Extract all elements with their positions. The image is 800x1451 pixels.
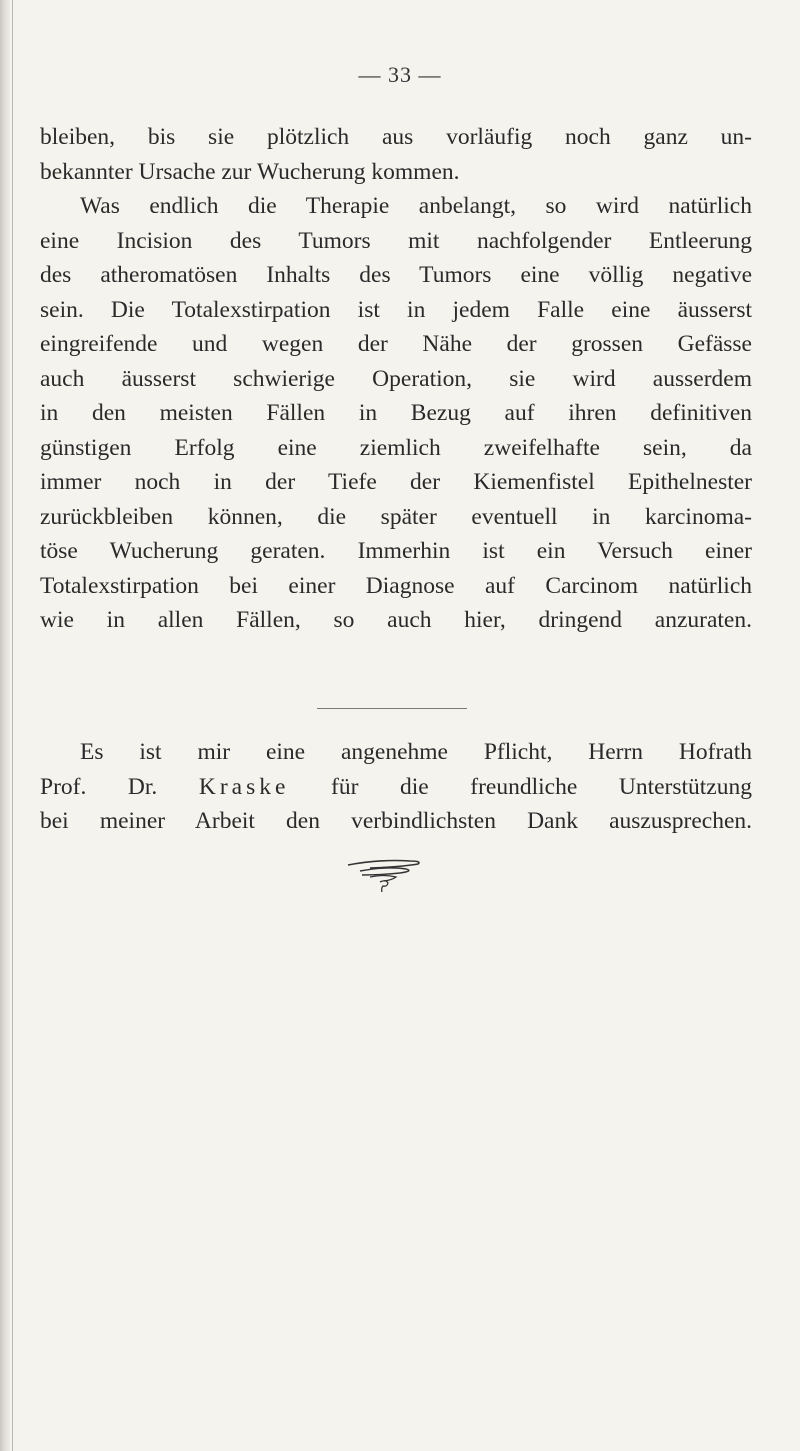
text-line [40, 770, 752, 805]
text-line: Was endlich die Therapie anbelangt, so wird natürlich [80, 193, 752, 219]
text-line: des atheromatösen Inhalts des Tumors eine völlig negative [40, 262, 752, 288]
text-line: auch äusserst schwierige Operation, sie wird ausserdem [40, 365, 752, 392]
text-line: wie in allen Fällen, so auch hier, dringend anzuraten. [40, 607, 752, 633]
text-line: Es ist mir eine angenehme Pflicht, Herrn Hofrath [80, 739, 752, 765]
text-line: eingreifende und wegen der Nähe der grossen Gefässe [40, 331, 752, 357]
text-line: eine Incision des Tumors mit nachfolgender Entleerung [40, 227, 752, 254]
text-line: sein. Die Totalexstirpation ist in jedem Falle eine äusserst [40, 296, 752, 323]
text-line: günstigen Erfolg eine ziemlich zweifelhafte sein, da [40, 434, 752, 461]
section-separator [317, 708, 467, 709]
paragraph-acknowledgement [40, 735, 752, 839]
text-fragment: für die freundliche Unterstützung [331, 773, 752, 800]
binding-line [12, 0, 13, 1451]
paragraph-therapy [40, 120, 752, 638]
text-line: töse Wucherung geraten. Immerhin ist ein Versuch einer [40, 538, 752, 564]
text-line: Totalexstirpation bei einer Diagnose auf Carcinom natürlich [40, 572, 752, 599]
text-line: zurückbleiben können, die später eventuell in karcinoma- [40, 503, 752, 530]
text-line: in den meisten Fällen in Bezug auf ihren definitiven [40, 400, 752, 426]
binding-edge [0, 0, 10, 1451]
page-number: — 33 — [358, 62, 442, 87]
person-name: Kraske [198, 773, 290, 800]
text-line: bekannter Ursache zur Wucherung kommen. [40, 158, 460, 185]
printer-flourish-icon [340, 855, 430, 895]
text-line: bei meiner Arbeit den verbindlichsten Dank auszusprechen. [40, 808, 752, 834]
text-line: immer noch in der Tiefe der Kiemenfistel Epithelnester [40, 469, 752, 495]
text-line: bleiben, bis sie plötzlich aus vorläufig noch ganz un- [40, 124, 752, 150]
text-fragment: Prof. Dr. [40, 773, 158, 800]
